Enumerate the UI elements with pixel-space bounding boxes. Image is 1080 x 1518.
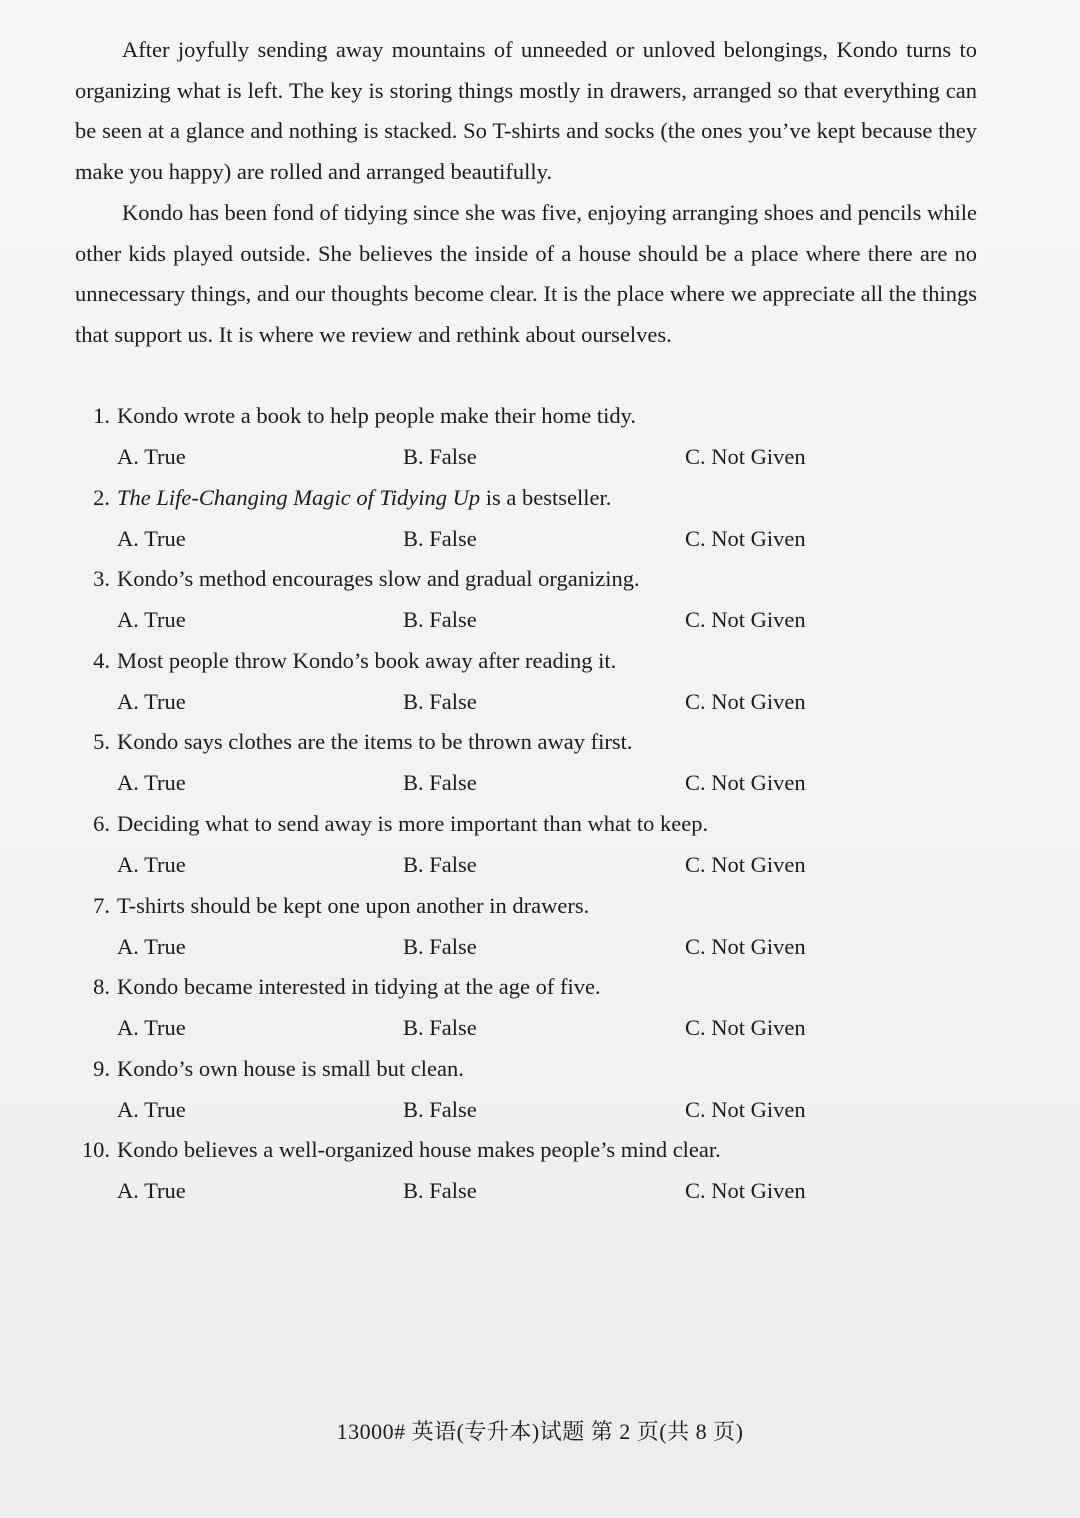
option-b: B. False xyxy=(403,770,477,796)
question-number: 10. xyxy=(81,1137,110,1163)
option-a: A. True xyxy=(117,933,186,959)
question-number: 8. xyxy=(93,974,110,1000)
question-number: 1. xyxy=(93,403,110,428)
reading-passage xyxy=(75,30,977,356)
option-c: C. Not Given xyxy=(685,1178,806,1204)
option-c: C. Not Given xyxy=(685,525,806,551)
question-7 xyxy=(0,886,1080,968)
option-c: C. Not Given xyxy=(685,933,806,959)
passage-paragraph: After joyfully sending away mountains of unneeded or unloved belongings, Kondo turns to organizing what is left. The key is storing things mostly in drawers, arranged so that everything can be seen at a glance and nothing is stacked. So T-shirts and socks (the ones you’ve kept because they make you happy) are rolled and arranged beautifully. xyxy=(75,37,977,185)
option-b: B. False xyxy=(403,688,477,714)
question-number: 5. xyxy=(93,729,110,755)
question-stem: Kondo believes a well-organized house makes people’s mind clear. xyxy=(117,1137,721,1163)
question-1 xyxy=(0,396,1080,478)
option-b: B. False xyxy=(403,933,477,959)
question-stem: Most people throw Kondo’s book away after reading it. xyxy=(117,647,617,673)
question-list xyxy=(0,396,1080,1212)
option-b: B. False xyxy=(403,1178,477,1204)
option-b: B. False xyxy=(403,851,477,877)
question-6 xyxy=(0,804,1080,886)
question-2 xyxy=(0,478,1080,560)
question-8 xyxy=(0,967,1080,1049)
option-a: A. True xyxy=(117,444,186,469)
option-b: B. False xyxy=(403,607,477,633)
page-footer: 13000# 英语(专升本)试题 第 2 页(共 8 页) xyxy=(336,1419,744,1444)
option-c: C. Not Given xyxy=(685,851,806,877)
book-title: The Life-Changing Magic of Tidying Up xyxy=(117,484,481,510)
option-a: A. True xyxy=(117,607,186,633)
question-stem: Kondo says clothes are the items to be thrown away first. xyxy=(117,729,633,755)
question-4 xyxy=(0,641,1080,723)
question-number: 2. xyxy=(93,484,110,510)
question-stem: Kondo’s own house is small but clean. xyxy=(117,1055,464,1081)
option-a: A. True xyxy=(117,1096,186,1122)
question-10 xyxy=(0,1130,1080,1212)
question-stem-text: is a bestseller. xyxy=(480,484,612,510)
option-c: C. Not Given xyxy=(685,607,806,633)
option-b: B. False xyxy=(403,1096,477,1122)
question-number: 9. xyxy=(93,1055,110,1081)
question-number: 6. xyxy=(93,810,110,836)
option-a: A. True xyxy=(117,1015,186,1041)
question-number: 4. xyxy=(93,647,110,673)
option-a: A. True xyxy=(117,525,186,551)
option-a: A. True xyxy=(117,1178,186,1204)
passage-paragraph: Kondo has been fond of tidying since she was five, enjoying arranging shoes and pencils while other kids played outside. She believes the inside of a house should be a place where there are no unnecessary things, and our thoughts become clear. It is the place where we appreciate all the things that support us. It is where we review and rethink about ourselves. xyxy=(75,199,977,347)
option-b: B. False xyxy=(403,1015,477,1041)
question-number: 3. xyxy=(93,566,110,592)
option-b: B. False xyxy=(403,444,477,469)
option-a: A. True xyxy=(117,851,186,877)
question-9 xyxy=(0,1049,1080,1131)
question-5 xyxy=(0,722,1080,804)
option-b: B. False xyxy=(403,525,477,551)
question-stem xyxy=(117,478,611,518)
question-number: 7. xyxy=(93,892,110,918)
option-c: C. Not Given xyxy=(685,1096,806,1122)
question-stem: Kondo wrote a book to help people make their home tidy. xyxy=(117,403,637,428)
option-c: C. Not Given xyxy=(685,1015,806,1041)
question-stem: Kondo’s method encourages slow and gradual organizing. xyxy=(117,566,640,592)
question-stem: Deciding what to send away is more important than what to keep. xyxy=(117,810,709,836)
option-c: C. Not Given xyxy=(685,770,806,796)
option-c: C. Not Given xyxy=(685,444,806,469)
question-stem: Kondo became interested in tidying at the age of five. xyxy=(117,974,601,1000)
option-c: C. Not Given xyxy=(685,688,806,714)
question-stem: T-shirts should be kept one upon another in drawers. xyxy=(117,892,590,918)
option-a: A. True xyxy=(117,770,186,796)
option-a: A. True xyxy=(117,688,186,714)
question-3 xyxy=(0,559,1080,641)
